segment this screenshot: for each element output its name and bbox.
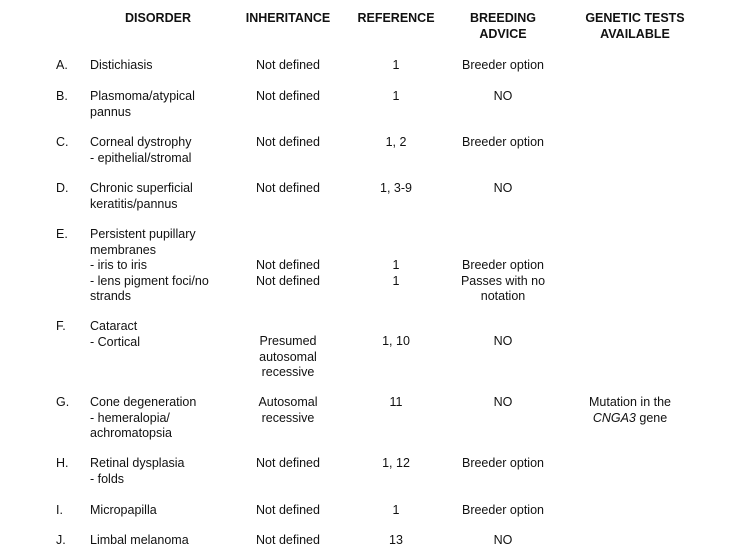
header-breeding-line: ADVICE <box>479 26 527 41</box>
inheritance-line: recessive <box>261 365 315 379</box>
reference-value: 1 <box>392 58 400 72</box>
genetic-test-value <box>560 395 700 426</box>
reference-line: 1 <box>392 273 400 288</box>
disorder-line: Limbal melanoma <box>90 533 189 547</box>
inheritance-value: Not defined <box>256 503 320 517</box>
inheritance-line: Autosomal <box>258 395 318 409</box>
disorder-name <box>90 181 250 212</box>
breeding-advice-value: NO <box>493 89 513 103</box>
reference-value: 1, 10 <box>382 334 410 348</box>
row-letter: G. <box>56 395 70 409</box>
inheritance-line: recessive <box>261 410 315 425</box>
disorder-line: strands <box>90 289 131 303</box>
row-letter: I. <box>56 503 63 517</box>
row-letter: E. <box>56 227 68 241</box>
breeding-advice-value: Breeder option <box>461 58 544 72</box>
disorder-line: - Cortical <box>90 334 141 349</box>
reference-value: 1, 3-9 <box>380 181 412 195</box>
inheritance-value: Not defined <box>256 135 320 149</box>
header-genetic-line: AVAILABLE <box>600 26 670 41</box>
breeding-advice-value: NO <box>493 395 513 409</box>
disorder-line: keratitis/pannus <box>90 196 178 211</box>
breeding-advice-value: NO <box>493 334 513 348</box>
disorder-line: - folds <box>90 471 125 486</box>
row-letter: C. <box>56 135 69 149</box>
disorder-line: - iris to iris <box>90 258 147 272</box>
inheritance-line: autosomal <box>259 349 317 364</box>
disorder-line: pannus <box>90 104 132 119</box>
inheritance-value <box>238 258 338 289</box>
disorder-name <box>90 89 250 120</box>
inheritance-value: Not defined <box>256 533 320 547</box>
inheritance-value: Not defined <box>256 181 320 195</box>
disorder-line: Micropapilla <box>90 503 157 517</box>
disorder-name <box>90 533 250 549</box>
inheritance-line: Not defined <box>256 258 320 272</box>
row-letter: H. <box>56 456 69 470</box>
disorder-line: - hemeralopia/ <box>90 410 170 425</box>
disorder-name <box>90 58 250 74</box>
disorder-line: Chronic superficial <box>90 181 193 195</box>
header-reference: REFERENCE <box>357 11 435 25</box>
disorder-line: Retinal dysplasia <box>90 456 185 470</box>
disorder-line: Cone degeneration <box>90 395 197 409</box>
row-letter: B. <box>56 89 68 103</box>
reference-value: 13 <box>389 533 403 547</box>
breeding-advice-value: Breeder option <box>461 456 544 470</box>
reference-value: 1, 2 <box>385 135 407 149</box>
header-disorder: DISORDER <box>125 11 191 25</box>
breeding-advice-value: Breeder option <box>461 503 544 517</box>
reference-value: 1 <box>392 89 400 103</box>
genetic-test-line <box>560 411 700 427</box>
disorder-line: membranes <box>90 242 156 257</box>
inheritance-value <box>238 334 338 381</box>
disorder-line: - lens pigment foci/no <box>90 273 209 288</box>
inheritance-line: Presumed <box>259 334 317 348</box>
inheritance-line: Not defined <box>256 273 320 288</box>
disorder-line: Persistent pupillary <box>90 227 196 241</box>
disorder-name <box>90 456 250 487</box>
disorder-name <box>90 319 250 350</box>
reference-line: 1 <box>392 258 400 272</box>
disorder-name <box>90 135 250 166</box>
disorder-line: Distichiasis <box>90 58 153 72</box>
disorder-line: achromatopsia <box>90 426 172 440</box>
reference-value: 11 <box>389 395 403 409</box>
gene-suffix: gene <box>635 410 668 425</box>
genetic-test-line: Mutation in the <box>589 395 671 409</box>
disorder-name <box>90 395 250 442</box>
header-breeding-advice <box>447 11 559 42</box>
advice-line: Passes with no <box>460 273 546 288</box>
inheritance-value: Not defined <box>256 456 320 470</box>
header-genetic-tests <box>560 11 710 42</box>
disorder-line: Corneal dystrophy <box>90 135 192 149</box>
breeding-advice-value <box>447 258 559 305</box>
row-letter: F. <box>56 319 66 333</box>
disorder-name <box>90 227 250 305</box>
inheritance-value: Not defined <box>256 58 320 72</box>
breeding-advice-value: NO <box>493 533 513 547</box>
reference-value <box>346 258 446 289</box>
reference-value: 1, 12 <box>382 456 410 470</box>
header-genetic-line: GENETIC TESTS <box>585 11 685 25</box>
row-letter: J. <box>56 533 66 547</box>
disorder-line: - epithelial/stromal <box>90 150 192 165</box>
row-letter: A. <box>56 58 68 72</box>
inheritance-value: Not defined <box>256 89 320 103</box>
reference-value: 1 <box>392 503 400 517</box>
header-inheritance: INHERITANCE <box>245 11 331 25</box>
header-breeding-line: BREEDING <box>470 11 536 25</box>
disorder-name <box>90 503 250 519</box>
advice-line: Breeder option <box>461 258 544 272</box>
advice-line: notation <box>480 289 526 303</box>
breeding-advice-value: NO <box>493 181 513 195</box>
disorder-line: Plasmoma/atypical <box>90 89 195 103</box>
breeding-advice-value: Breeder option <box>461 135 544 149</box>
inheritance-value <box>238 395 338 426</box>
row-letter: D. <box>56 181 69 195</box>
disorder-line: Cataract <box>90 319 138 333</box>
gene-name: CNGA3 <box>592 410 636 425</box>
